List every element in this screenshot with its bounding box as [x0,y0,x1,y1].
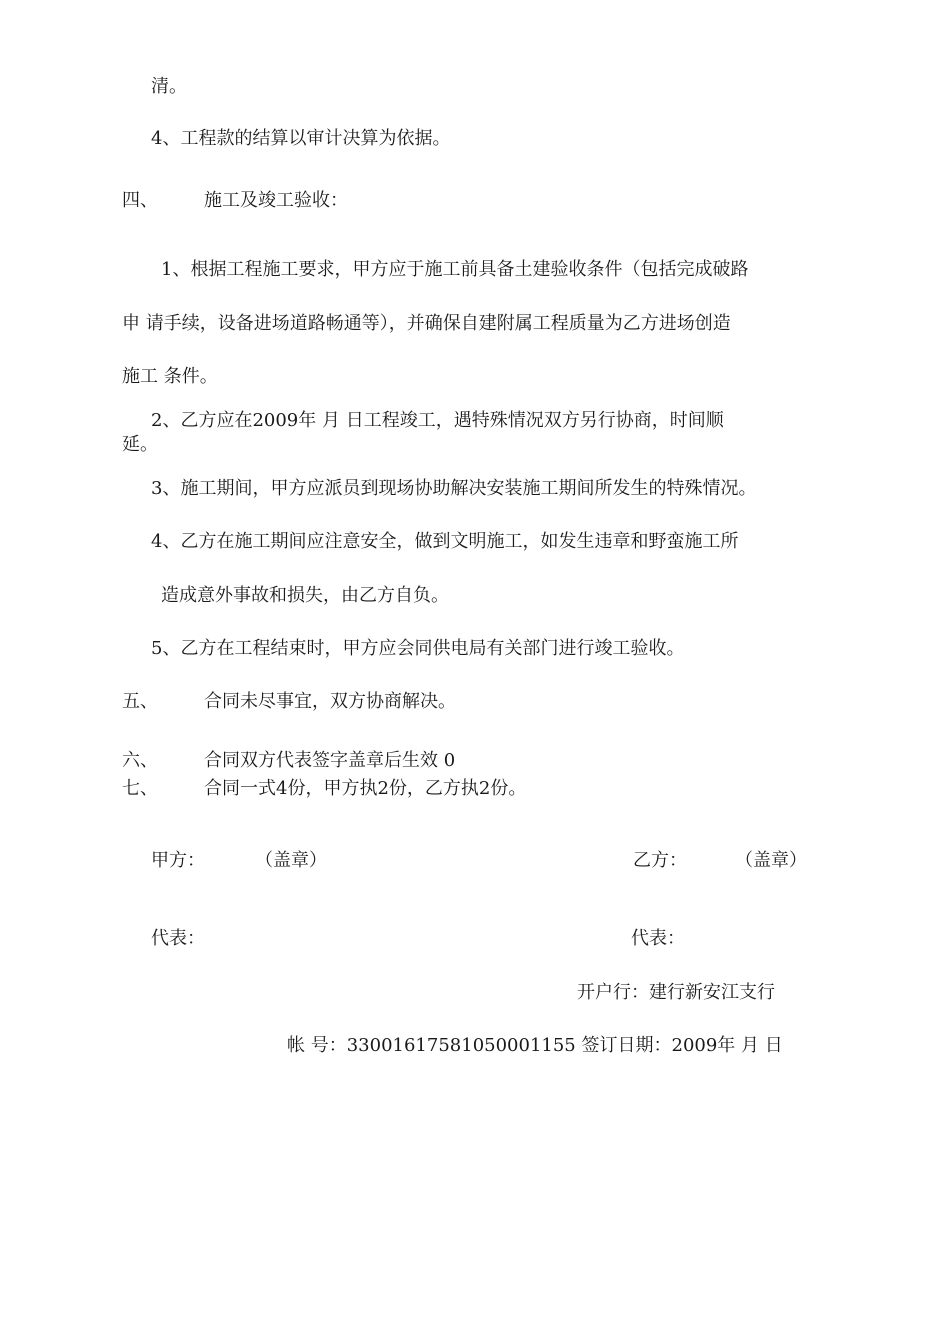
party-a-label: 甲方： [151,850,205,871]
text-line: 5、乙方在工程结束时，甲方应会同供电局有关部门进行竣工验收。 [151,638,685,659]
text-line: 申 请手续，设备进场道路畅通等），并确保自建附属工程质量为乙方进场创造 [122,313,731,334]
text-line: 4、乙方在施工期间应注意安全，做到文明施工，如发生违章和野蛮施工所 [151,531,739,552]
bank-line: 开户行：建行新安江支行 [577,982,775,1003]
party-b-label: 乙方： [633,850,687,871]
text-line: 2、乙方应在2009年 月 日工程竣工，遇特殊情况双方另行协商，时间顺 [151,410,724,431]
text-line: 4、工程款的结算以审计决算为依据。 [151,128,451,149]
text-line: 清。 [151,76,187,97]
party-a-seal: （盖章） [255,850,327,871]
text-line: 3、施工期间，甲方应派员到现场协助解决安装施工期间所发生的特殊情况。 [151,478,757,499]
representative-b-label: 代表： [631,928,685,949]
text-line: 施工 条件。 [122,366,218,387]
text-line: 1、根据工程施工要求，甲方应于施工前具备土建验收条件（包括完成破路 [161,259,749,280]
text-line: 造成意外事故和损失，由乙方自负。 [161,585,449,606]
section-text: 合同未尽事宜，双方协商解决。 [204,691,456,712]
section-heading: 施工及竣工验收： [204,190,348,211]
account-and-date-line: 帐 号：33001617581050001155 签订日期：2009年 月 日 [287,1035,783,1056]
section-number: 五、 [122,691,158,712]
section-number: 四、 [122,190,158,211]
representative-a-label: 代表： [151,928,205,949]
text-line: 延。 [122,434,158,455]
section-text: 合同双方代表签字盖章后生效 0 [204,750,456,771]
party-b-seal: （盖章） [735,850,807,871]
section-number: 六、 [122,750,158,771]
section-text: 合同一式4份，甲方执2份，乙方执2份。 [204,778,527,799]
section-number: 七、 [122,778,158,799]
